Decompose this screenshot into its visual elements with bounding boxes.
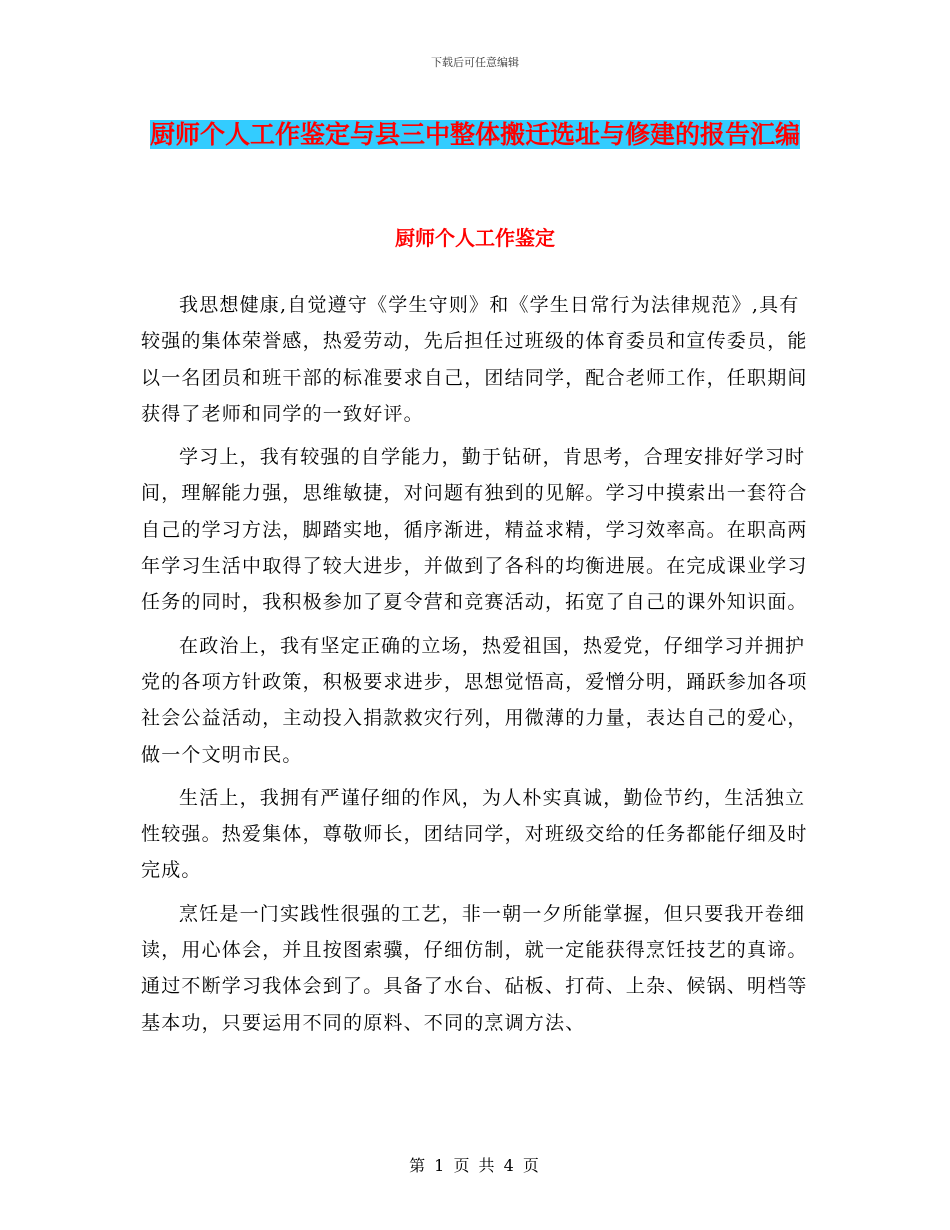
document-title-text: 厨师个人工作鉴定与县三中整体搬迁选址与修建的报告汇编 bbox=[150, 120, 801, 149]
paragraph: 学习上，我有较强的自学能力，勤于钻研，肯思考，合理安排好学习时间，理解能力强，思维敏捷，对问题有独到的见解。学习中摸索出一套符合自己的学习方法，脚踏实地，循序渐进，精益求精，学习效率高。在职高两年学习生活中取得了较大进步，并做到了各科的均衡进展。在完成课业学习任务的同时，我积极参加了夏令营和竞赛活动，拓宽了自己的课外知识面。 bbox=[141, 446, 808, 614]
header-note: 下载后可任意编辑 bbox=[431, 56, 519, 69]
body-text bbox=[141, 287, 813, 1048]
paragraph: 生活上，我拥有严谨仔细的作风，为人朴实真诚，勤俭节约，生活独立性较强。热爱集体，尊敬师长，团结同学，对班级交给的任务都能仔细及时完成。 bbox=[141, 786, 808, 882]
section-title: 厨师个人工作鉴定 bbox=[395, 226, 555, 250]
document-title bbox=[150, 112, 800, 158]
page-footer: 第 1 页 共 4 页 bbox=[409, 1156, 541, 1175]
paragraph: 我思想健康,自觉遵守《学生守则》和《学生日常行为法律规范》,具有较强的集体荣誉感，热爱劳动，先后担任过班级的体育委员和宣传委员，能以一名团员和班干部的标准要求自己，团结同学，配合老师工作，任职期间获得了老师和同学的一致好评。 bbox=[141, 294, 808, 425]
paragraph: 在政治上，我有坚定正确的立场，热爱祖国，热爱党，仔细学习并拥护党的各项方针政策，积极要求进步，思想觉悟高，爱憎分明，踊跃参加各项社会公益活动，主动投入捐款救灾行列，用微薄的力量，表达自己的爱心，做一个文明市民。 bbox=[141, 634, 808, 766]
paragraph: 烹饪是一门实践性很强的工艺，非一朝一夕所能掌握，但只要我开卷细读，用心体会，并且按图索骥，仔细仿制，就一定能获得烹饪技艺的真谛。通过不断学习我体会到了。具备了水台、砧板、打荷、上杂、候锅、明档等基本功，只要运用不同的原料、不同的烹调方法、 bbox=[141, 902, 808, 1034]
